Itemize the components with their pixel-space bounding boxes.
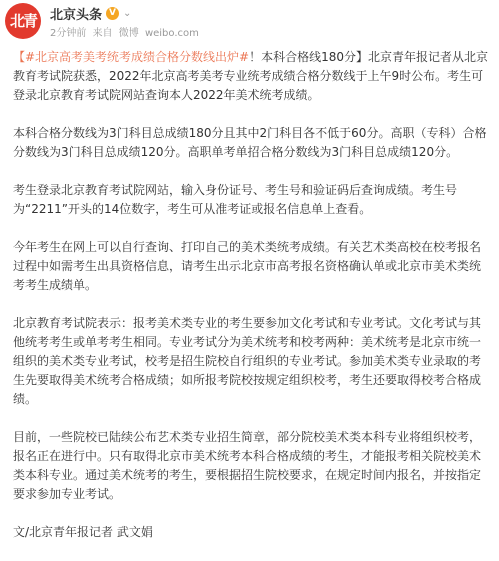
paragraph-passing-scores: 本科合格分数线为3门科目总成绩180分且其中2门科目各不低于60分。高职（专科）合格分数线为3门科目总成绩120分。高职单考单招合格分数线为3门科目总成绩120分。	[13, 126, 487, 159]
post-time[interactable]: 2分钟前	[50, 28, 87, 39]
post-header	[0, 0, 499, 42]
paragraph-how-to-query: 考生登录北京教育考试院网站，输入身份证号、考生号和验证码后查询成绩。考生号为“2211”开头的14位数字，考生可从准考证或报名信息单上查看。	[13, 183, 458, 216]
username-row	[50, 4, 131, 22]
paragraph-exam-types: 北京教育考试院表示：报考美术类专业的考生要参加文化考试和专业考试。文化考试与其他统考考生或单考考生相同。专业考试分为美术统考和校考两种：美术统考是北京市统一组织的美术类专业考试，校考是招生院校自行组织的专业考试。参加美术类专业录取的考生先要取得美术统考合格成绩；如所报考院校按规定组织校考，考生还要取得校考合格成绩。	[13, 316, 482, 406]
paragraph-school-exams: 目前，一些院校已陆续公布艺术类专业招生简章，部分院校美术类本科专业将组织校考，报名正在进行中。只有取得北京市美术统考本科合格成绩的考生，才能报考相关院校美术类本科专业。通过美术统考的考生，要根据招生院校要求，在规定时间内报名，并按指定要求参加专业考试。	[13, 430, 482, 501]
source-prefix: 来自	[92, 28, 113, 39]
verified-badge-icon: V	[106, 7, 119, 20]
author-byline: 文/北京青年报记者 武文娟	[13, 525, 153, 539]
avatar[interactable]: 北青	[5, 3, 41, 39]
paragraph-print-scores: 今年考生在网上可以自行查询、打印自己的美术类统考成绩。有关艺术类高校在校考报名过程中如需考生出具资格信息，请考生出示北京市高考报名资格确认单或北京市美术类统考考生成绩单。	[13, 240, 482, 292]
post-meta	[50, 24, 202, 38]
chevron-down-icon[interactable]: ⌄	[123, 7, 132, 19]
paragraph-intro	[13, 48, 489, 105]
intro-text: ！本科合格线180分】北京青年报记者从北京教育考试院获悉，2022年北京高考美考专业统考成绩合格分数线于上午9时公布。考生可登录北京教育考试院网站查询本人2022年美术统考成绩。	[13, 50, 489, 102]
topic-hashtag-link[interactable]: 【#北京高考美考统考成绩合格分数线出炉#	[13, 50, 250, 64]
source-domain: weibo.com	[144, 28, 199, 39]
source-name[interactable]: 微博	[118, 28, 139, 39]
username-link[interactable]: 北京头条	[50, 7, 103, 23]
post-body	[13, 48, 489, 561]
